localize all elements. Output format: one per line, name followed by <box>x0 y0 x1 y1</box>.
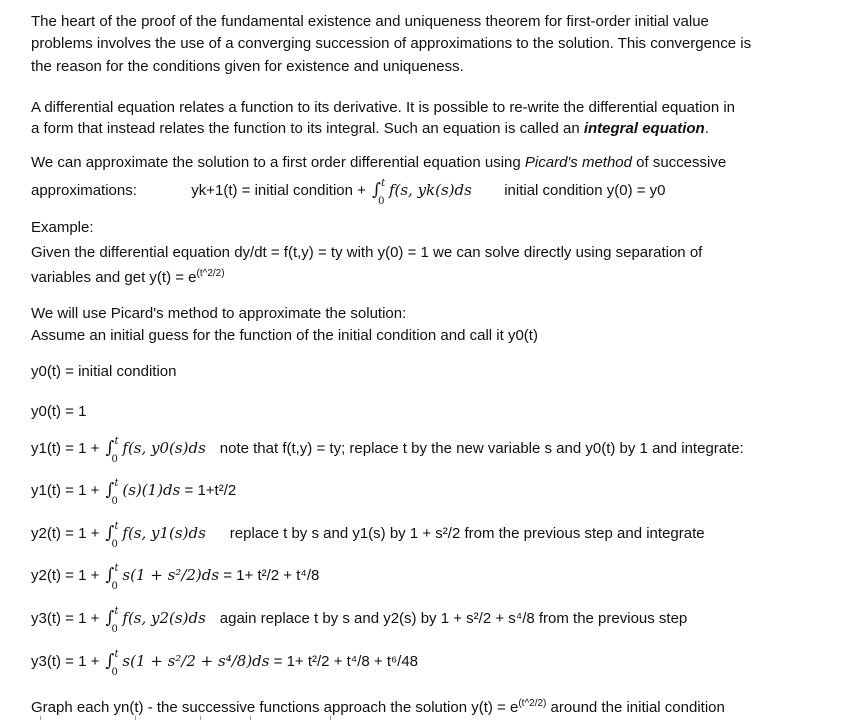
integral-eq-line-2 <box>31 119 709 139</box>
integrand: f(s, y1(s)ds <box>122 524 206 542</box>
text: Graph each yn(t) - the successive functions approach the solution y(t) = e <box>31 699 519 716</box>
method-line-2: Assume an initial guess for the function of the initial condition and call it y0(t) <box>31 327 538 344</box>
lhs: y1(t) = 1 + <box>31 440 104 457</box>
note: replace t by s and y1(s) by 1 + s²/2 from the previous step and integrate <box>229 525 705 542</box>
rhs: = 1+ t²/2 + t⁴/8 <box>219 567 320 584</box>
step-6 <box>31 563 320 592</box>
step-5 <box>31 521 705 550</box>
initial-condition: initial condition y(0) = y0 <box>504 182 666 199</box>
formula-integrand: f(s, yk(s)ds <box>388 181 472 199</box>
label: approximations: <box>31 182 137 199</box>
text: of successive <box>632 154 727 171</box>
integrand: f(s, y0(s)ds <box>122 439 206 457</box>
integral-sign: ∫ t 0 <box>105 606 119 635</box>
lhs: y2(t) = 1 + <box>31 567 104 584</box>
rhs: = 1+ t²/2 + t⁴/8 + t⁶/48 <box>269 653 419 670</box>
example-line-1: Given the differential equation dy/dt = f(t,y) = ty with y(0) = 1 we can solve directly using separation of <box>31 244 703 261</box>
exponent: (t^2/2) <box>196 268 225 279</box>
text: a form that instead relates the function to its integral. Such an equation is called an <box>31 120 584 137</box>
step-1: y0(t) = initial condition <box>31 363 177 380</box>
example-title: Example: <box>31 219 94 236</box>
integral-sign: ∫ t 0 <box>105 649 119 678</box>
formula-lhs: yk+1(t) = initial condition + <box>191 182 371 199</box>
integral-sign: ∫ t 0 <box>105 521 119 550</box>
integral-eq-line-1: A differential equation relates a function to its derivative. It is possible to re-write the differential equation in <box>31 99 736 116</box>
integrand: f(s, y2(s)ds <box>122 609 206 627</box>
text: . <box>704 120 709 137</box>
integrand: s(1 + s²/2 + s⁴/8)ds <box>122 652 270 670</box>
step-3 <box>31 436 744 465</box>
text: We can approximate the solution to a first order differential equation using <box>31 154 525 171</box>
picard-line-1 <box>31 153 726 173</box>
example-line-2 <box>31 264 225 288</box>
picard-formula-line <box>31 178 666 207</box>
method-line-1: We will use Picard's method to approximate the solution: <box>31 305 407 322</box>
ruler-tick <box>250 716 251 720</box>
lhs: y3(t) = 1 + <box>31 610 104 627</box>
integrand: (s)(1)ds <box>122 481 181 499</box>
ruler-tick <box>200 716 201 720</box>
ruler-tick <box>135 716 136 720</box>
lhs: y3(t) = 1 + <box>31 653 104 670</box>
text: around the initial condition <box>546 699 725 716</box>
intro-line-1: The heart of the proof of the fundamental existence and uniqueness theorem for first-order initial value <box>31 13 709 30</box>
ruler-tick <box>330 716 331 720</box>
note: again replace t by s and y2(s) by 1 + s²/2 + s⁴/8 from the previous step <box>219 610 688 627</box>
integral-sign: ∫ t 0 <box>105 563 119 592</box>
integral-sign: ∫ t 0 <box>105 436 119 465</box>
step-2: y0(t) = 1 <box>31 403 87 420</box>
integral-sign: ∫ t 0 <box>372 178 386 207</box>
intro-line-3: the reason for the conditions given for existence and uniqueness. <box>31 58 464 75</box>
ruler-tick <box>40 716 41 720</box>
note: note that f(t,y) = ty; replace t by the new variable s and y0(t) by 1 and integrate: <box>219 440 744 457</box>
integrand: s(1 + s²/2)ds <box>122 566 220 584</box>
text: variables and get y(t) = e <box>31 269 197 286</box>
lhs: y2(t) = 1 + <box>31 525 104 542</box>
step-8 <box>31 649 419 678</box>
exponent: (t^2/2) <box>518 698 547 709</box>
step-4 <box>31 478 237 507</box>
graph-line <box>31 694 725 718</box>
intro-line-2: problems involves the use of a converging succession of approximations to the solution. This convergence is <box>31 35 752 52</box>
lhs: y1(t) = 1 + <box>31 482 104 499</box>
integral-sign: ∫ t 0 <box>105 478 119 507</box>
step-7 <box>31 606 688 635</box>
integral-equation-term: integral equation <box>583 120 705 137</box>
picard-method-term: Picard's method <box>524 154 632 171</box>
rhs: = 1+t²/2 <box>180 482 237 499</box>
